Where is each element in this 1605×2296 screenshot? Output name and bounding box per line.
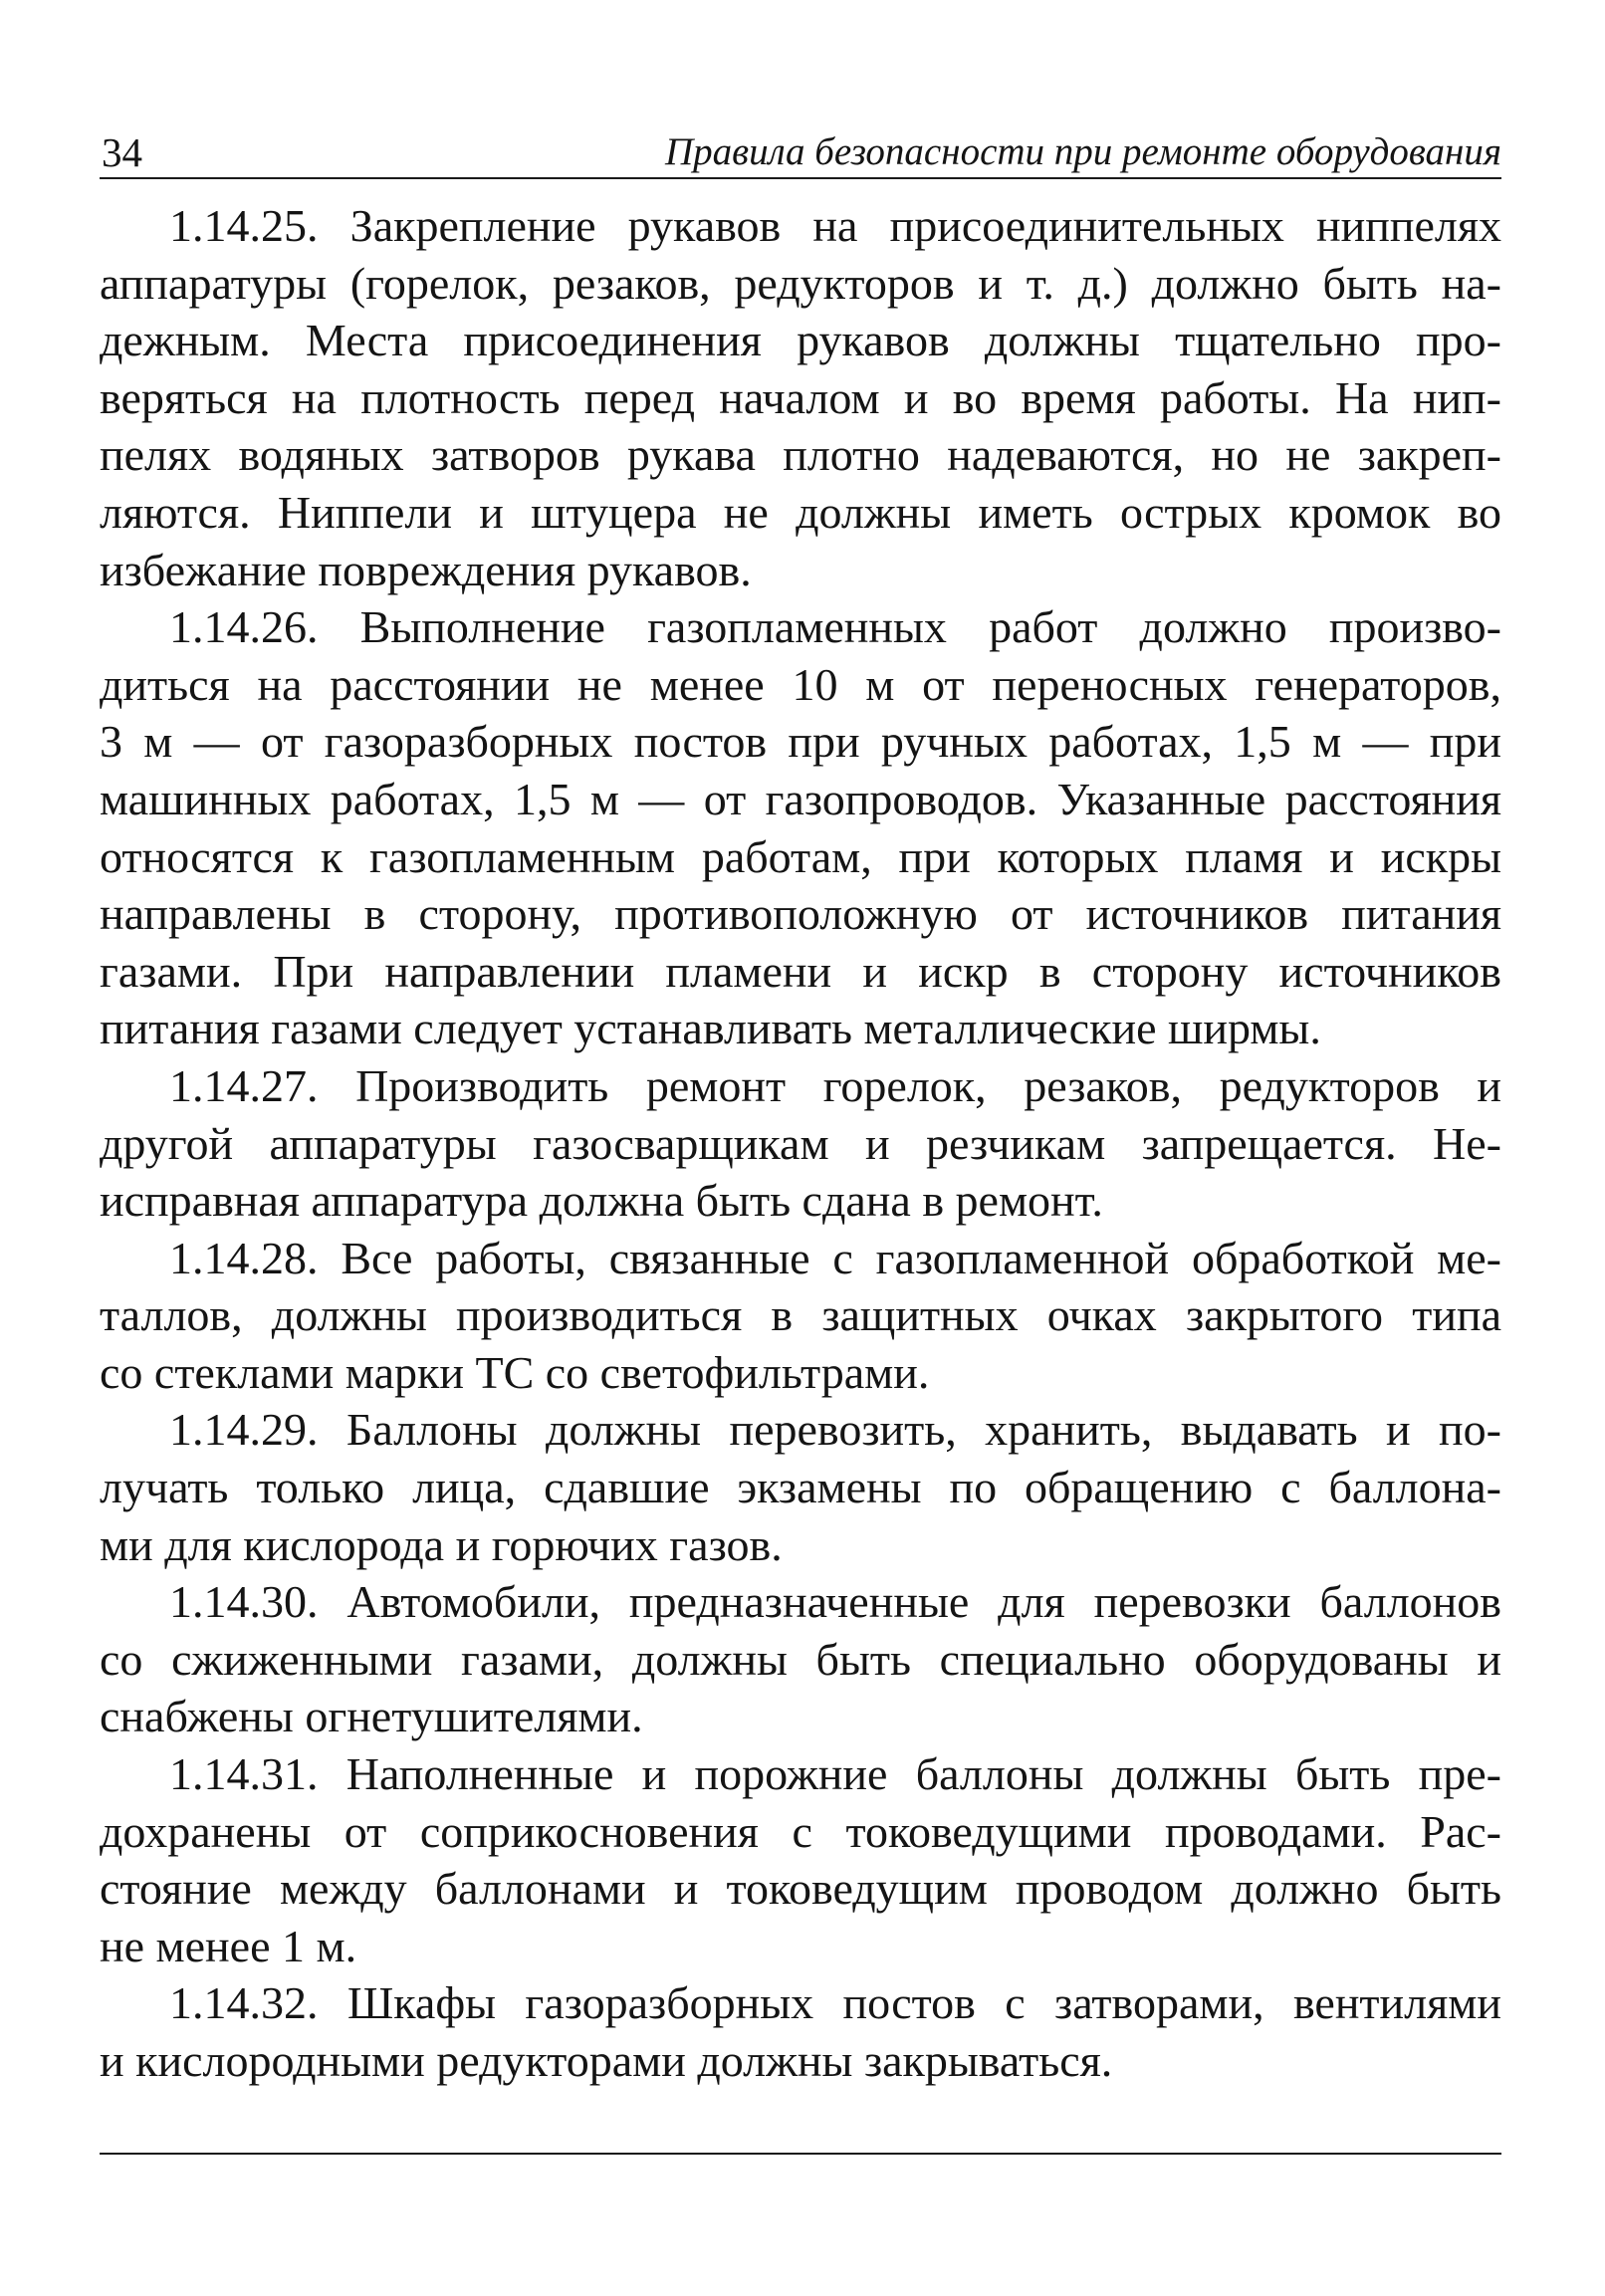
paragraph-1-14-31 [100, 1745, 1501, 1974]
text-line: ми для кислорода и горючих газов. [100, 1518, 783, 1570]
page-number: 34 [102, 129, 142, 175]
text-line: исправная аппаратура должна быть сдана в ремонт. [100, 1175, 1103, 1227]
text-line: лучать только лица, сдавшие экзамены по обращению с баллона- [100, 1462, 1501, 1513]
body-text [100, 197, 1501, 2090]
text-line: диться на расстоянии не менее 10 м от переносных генераторов, [100, 658, 1501, 710]
text-line: машинных работах, 1,5 м — от газопроводов. Указанные расстояния [100, 773, 1501, 824]
paragraph-1-14-27 [100, 1057, 1501, 1230]
text-line: со стеклами марки ТС со светофильтрами. [100, 1346, 930, 1398]
text-line: 1.14.26. Выполнение газопламенных работ должно произво- [169, 601, 1501, 653]
paragraph-1-14-26 [100, 598, 1501, 1057]
text-line: таллов, должны производиться в защитных очках закрытого типа [100, 1289, 1501, 1341]
text-line: 1.14.27. Производить ремонт горелок, резаков, редукторов и [169, 1059, 1501, 1111]
text-line: другой аппаратуры газосварщикам и резчикам запрещается. Не- [100, 1117, 1501, 1169]
paragraph-1-14-29 [100, 1401, 1501, 1573]
text-line: дохранены от соприкосновения с токоведущими проводами. Рас- [100, 1805, 1501, 1857]
text-line: со сжиженными газами, должны быть специально оборудованы и [100, 1633, 1501, 1685]
paragraph-1-14-28 [100, 1230, 1501, 1402]
text-line: не менее 1 м. [100, 1920, 357, 1971]
text-line: 1.14.30. Автомобили, предназначенные для перевозки баллонов [169, 1576, 1501, 1628]
text-line: 3 м — от газоразборных постов при ручных работах, 1,5 м — при [100, 716, 1501, 768]
text-line: веряться на плотность перед началом и во время работы. На нип- [100, 371, 1501, 423]
text-line: стояние между баллонами и токоведущим проводом должно быть [100, 1863, 1501, 1915]
text-line: 1.14.28. Все работы, связанные с газопламенной обработкой ме- [169, 1232, 1501, 1283]
text-line: пелях водяных затворов рукава плотно надеваются, но не закреп- [100, 429, 1501, 481]
page-header [100, 117, 1501, 179]
text-line: дежным. Места присоединения рукавов должны тщательно про- [100, 315, 1501, 366]
paragraph-1-14-32 [100, 1974, 1501, 2089]
text-line: газами. При направлении пламени и искр в сторону источников [100, 945, 1501, 997]
running-title: Правила безопасности при ремонте оборудования [664, 130, 1501, 173]
text-line: питания газами следует устанавливать металлические ширмы. [100, 1003, 1321, 1054]
bottom-rule [100, 2153, 1501, 2155]
paragraph-1-14-25 [100, 197, 1501, 598]
text-line: ляются. Ниппели и штуцера не должны иметь острых кромок во [100, 486, 1501, 538]
text-line: 1.14.32. Шкафы газоразборных постов с затворами, вентилями [169, 1977, 1501, 2029]
text-line: 1.14.31. Наполненные и порожние баллоны должны быть пре- [169, 1748, 1501, 1800]
paragraph-1-14-30 [100, 1573, 1501, 1745]
text-line: относятся к газопламенным работам, при которых пламя и искры [100, 830, 1501, 882]
text-line: избежание повреждения рукавов. [100, 544, 752, 595]
text-line: 1.14.25. Закрепление рукавов на присоединительных ниппелях [169, 200, 1501, 251]
text-line: аппаратуры (горелок, резаков, редукторов и т. д.) должно быть на- [100, 257, 1501, 309]
text-line: 1.14.29. Баллоны должны перевозить, хранить, выдавать и по- [169, 1404, 1501, 1456]
text-line: снабжены огнетушителями. [100, 1691, 643, 1742]
text-line: направлены в сторону, противоположную от источников питания [100, 888, 1501, 940]
text-line: и кислородными редукторами должны закрываться. [100, 2035, 1113, 2086]
